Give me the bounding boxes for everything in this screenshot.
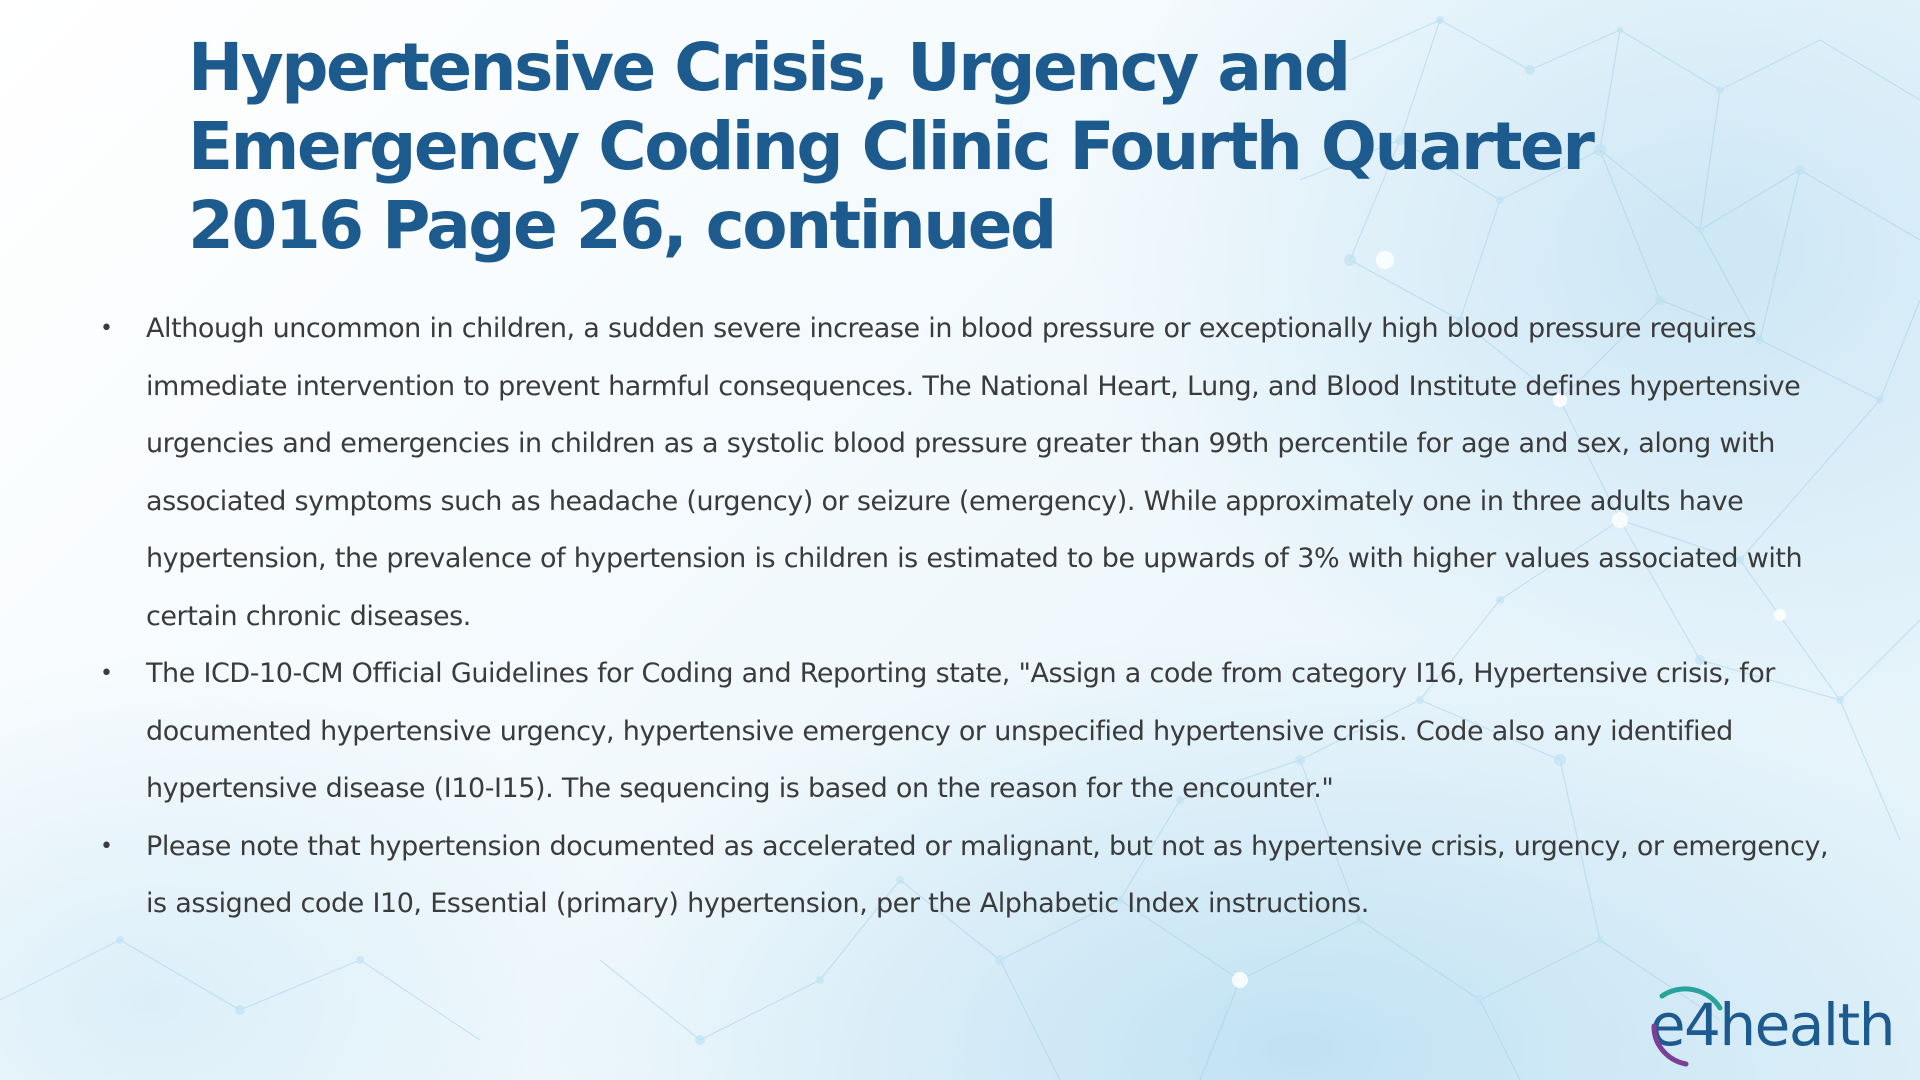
bullet-item	[96, 818, 1856, 933]
logo-wordmark	[1649, 991, 1894, 1059]
bullet-marker: •	[100, 316, 113, 341]
slide-title: Hypertensive Crisis, Urgency and Emergency Coding Clinic Fourth Quarter 2016 Page 26, continued	[188, 29, 1593, 264]
e4health-logo	[1649, 974, 1894, 1059]
bullet-marker: •	[100, 833, 113, 859]
logo-swoosh-icon	[1642, 982, 1732, 1068]
bullet-text: Please note that hypertension documented as accelerated or malignant, but not as hypertensive crisis, urgency, or emergency, is assigned code I10, Essential (primary) hypertension, per the Alphabetic Index instructions.	[146, 830, 1829, 919]
bullet-text: The ICD-10-CM Official Guidelines for Coding and Reporting state, "Assign a code from category I16, Hypertensive crisis, for documented hypertensive urgency, hypertensive emergency or unspecified hypertensive crisis. Code also any identified hypertensive disease (I10-I15). The sequencing is based on the reason for the encounter."	[146, 658, 1775, 804]
bullet-list	[96, 300, 1856, 933]
logo-text: e4health	[1649, 991, 1894, 1059]
bullet-text: Although uncommon in children, a sudden severe increase in blood pressure or exceptionally high blood pressure requires immediate intervention to prevent harmful consequences. The National Heart, Lung, and Blood Institute defines hypertensive urgencies and emergencies in children as a systolic blood pressure greater than 99th percentile for age and sex, along with associated symptoms such as headache (urgency) or seizure (emergency). While approximately one in three adults have hypertension, the prevalence of hypertension is children is estimated to be upwards of 3% with higher values associated with certain chronic diseases.	[146, 313, 1803, 632]
bullet-marker: •	[100, 661, 113, 686]
bullet-item	[96, 645, 1856, 818]
bullet-item	[96, 300, 1856, 645]
